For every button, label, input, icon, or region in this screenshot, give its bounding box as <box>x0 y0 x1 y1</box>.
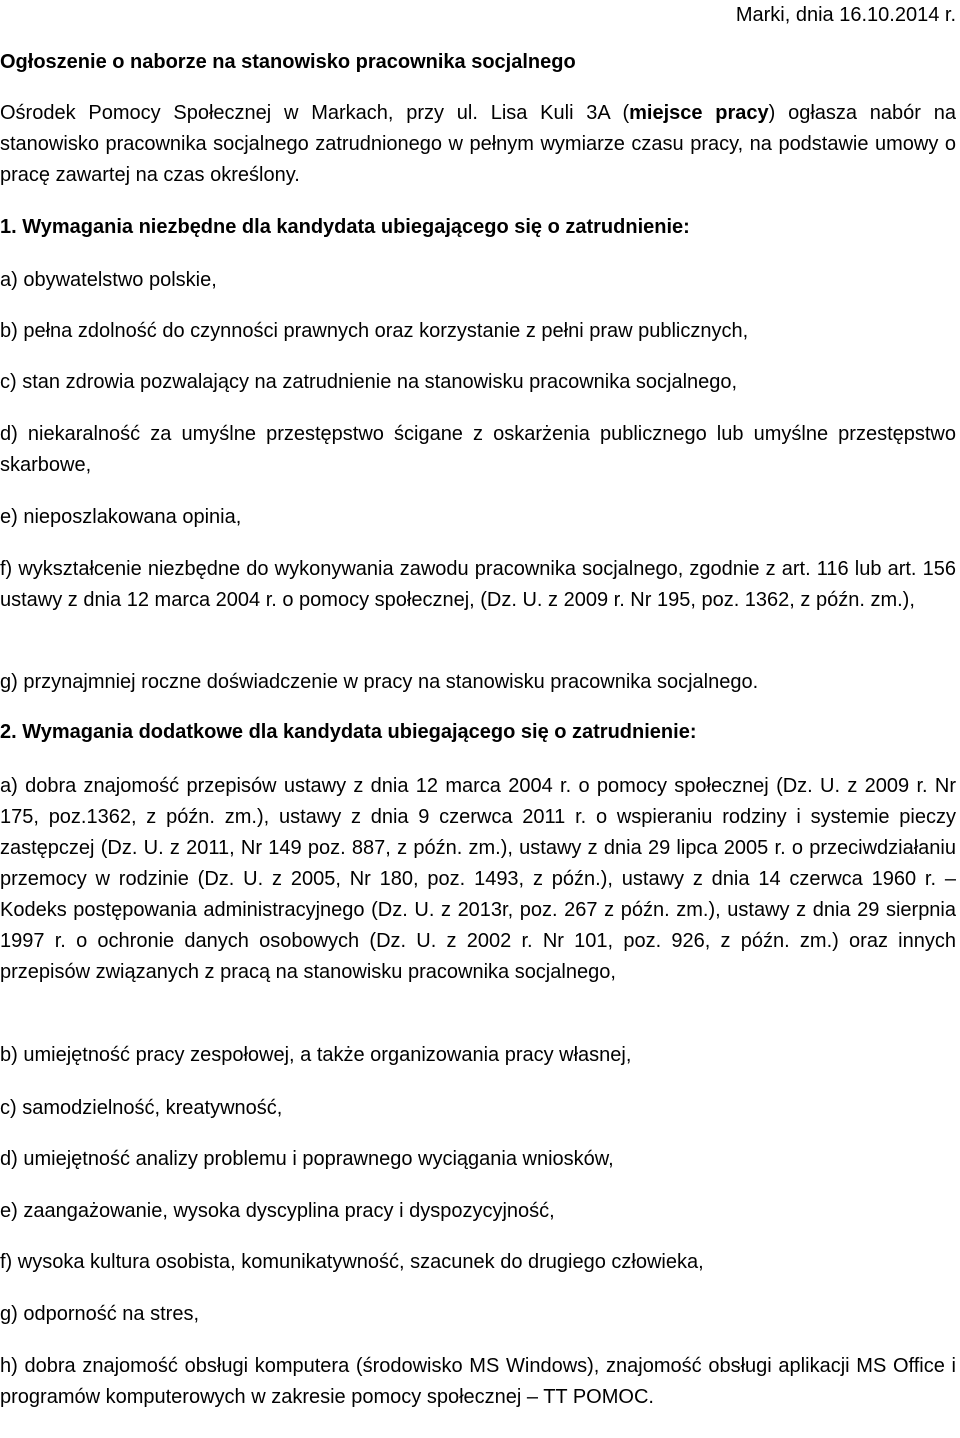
section1-item-a: a) obywatelstwo polskie, <box>0 269 217 291</box>
section2-heading: 2. Wymagania dodatkowe dla kandydata ubiegającego się o zatrudnienie: <box>0 721 697 743</box>
section1-item-b: b) pełna zdolność do czynności prawnych oraz korzystanie z pełni praw publicznych, <box>0 320 749 342</box>
document-title: Ogłoszenie o naborze na stanowisko pracownika socjalnego <box>0 51 576 73</box>
intro-text-end: ) ogłasza nabór na stanowisko pracownika socjalnego zatrudnionego w pełnym wymiarze czasu pracy, na podstawie umowy o pracę zawartej na czas określony. <box>0 102 956 186</box>
section1-item-e: e) nieposzlakowana opinia, <box>0 506 242 528</box>
section2-item-b: b) umiejętność pracy zespołowej, a także organizowania pracy własnej, <box>0 1044 632 1066</box>
section2-item-e: e) zaangażowanie, wysoka dyscyplina pracy i dyspozycyjność, <box>0 1200 555 1222</box>
section1-item-d: d) niekaralność za umyślne przestępstwo ścigane z oskarżenia publicznego lub umyślne przestępstwo skarbowe, <box>0 423 956 476</box>
section1-item-g: g) przynajmniej roczne doświadczenie w pracy na stanowisku pracownika socjalnego. <box>0 671 759 693</box>
section1-item-c: c) stan zdrowia pozwalający na zatrudnienie na stanowisku pracownika socjalnego, <box>0 371 738 393</box>
section1-heading: 1. Wymagania niezbędne dla kandydata ubiegającego się o zatrudnienie: <box>0 216 690 238</box>
section2-item-d: d) umiejętność analizy problemu i poprawnego wyciągania wniosków, <box>0 1148 614 1170</box>
section2-item-h: h) dobra znajomość obsługi komputera (środowisko MS Windows), znajomość obsługi aplikacji MS Office i programów komputerowych w zakresie pomocy społecznej – TT POMOC. <box>0 1355 956 1408</box>
intro-text-start: Ośrodek Pomocy Społecznej w Markach, przy ul. Lisa Kuli 3A ( <box>0 102 630 124</box>
section2-item-g: g) odporność na stres, <box>0 1303 199 1325</box>
intro-paragraph <box>0 98 956 191</box>
section1-item-f: f) wykształcenie niezbędne do wykonywania zawodu pracownika socjalnego, zgodnie z art. 116 lub art. 156 ustawy z dnia 12 marca 2004 r. o pomocy społecznej, (Dz. U. z 2009 r. Nr 195, poz. 1362, z późn. zm.), <box>0 558 956 611</box>
intro-workplace-label: miejsce pracy <box>629 102 769 124</box>
section2-item-c: c) samodzielność, kreatywność, <box>0 1097 283 1119</box>
document-date: Marki, dnia 16.10.2014 r. <box>735 4 956 26</box>
section2-item-f: f) wysoka kultura osobista, komunikatywność, szacunek do drugiego człowieka, <box>0 1251 704 1273</box>
section2-item-a: a) dobra znajomość przepisów ustawy z dnia 12 marca 2004 r. o pomocy społecznej (Dz. U. z 2009 r. Nr 175, poz.1362, z późn. zm.), ustawy z dnia 9 czerwca 2011 r. o wspieraniu rodziny i systemie pieczy zastępczej (Dz. U. z 2011, Nr 149 poz. 887, z późn. zm.), ustawy z dnia 29 lipca 2005 r. o przeciwdziałaniu przemocy w rodzinie (Dz. U. z 2005, Nr 180, poz. 1493, z późn.), ustawy z dnia 14 czerwca 1960 r. – Kodeks postępowania administracyjnego (Dz. U. z 2013r, poz. 267 z późn. zm.), ustawy z dnia 29 sierpnia 1997 r. o ochronie danych osobowych (Dz. U. z 2002 r. Nr 101, poz. 926, z późn. zm.) oraz innych przepisów związanych z pracą na stanowisku pracownika socjalnego, <box>0 775 956 983</box>
